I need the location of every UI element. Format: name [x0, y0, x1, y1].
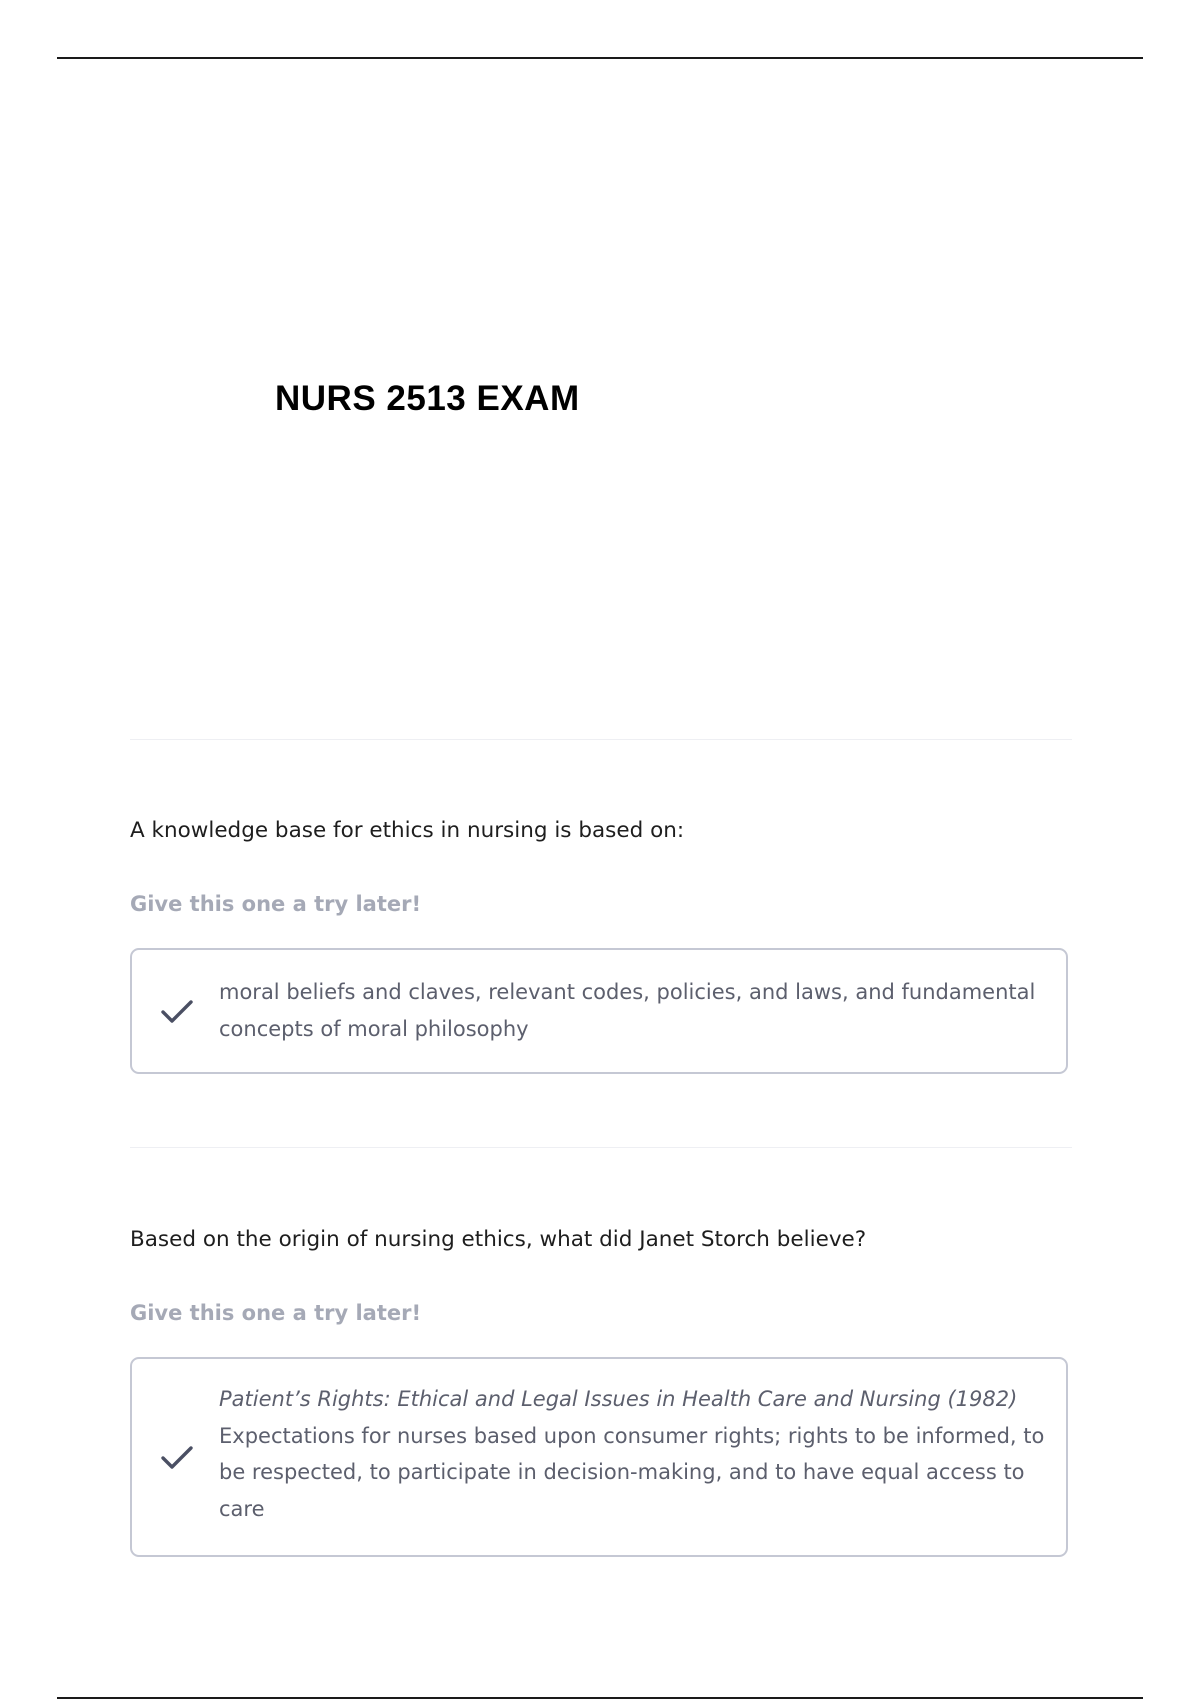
answer-text: [219, 1381, 1048, 1527]
check-icon: [160, 1444, 194, 1472]
question-text: A knowledge base for ethics in nursing is based on:: [130, 818, 685, 843]
answer-box[interactable]: [130, 948, 1068, 1074]
page-bottom-rule: [57, 1697, 1143, 1699]
try-later-hint[interactable]: Give this one a try later!: [130, 1301, 422, 1325]
try-later-hint[interactable]: Give this one a try later!: [130, 892, 422, 916]
page-title: NURS 2513 EXAM: [275, 379, 580, 418]
question-text: Based on the origin of nursing ethics, what did Janet Storch believe?: [130, 1227, 867, 1252]
page-top-rule: [57, 57, 1143, 59]
section-divider: [130, 739, 1072, 740]
answer-body: Expectations for nurses based upon consumer rights; rights to be informed, to be respected, to participate in decision-making, and to have equal access to care: [219, 1423, 1045, 1521]
section-divider: [130, 1147, 1072, 1148]
check-icon: [160, 998, 194, 1026]
answer-box[interactable]: [130, 1357, 1068, 1557]
answer-source-citation: Patient’s Rights: Ethical and Legal Issues in Health Care and Nursing (1982): [219, 1387, 1018, 1411]
answer-text: moral beliefs and claves, relevant codes, policies, and laws, and fundamental concepts of moral philosophy: [219, 980, 1036, 1041]
